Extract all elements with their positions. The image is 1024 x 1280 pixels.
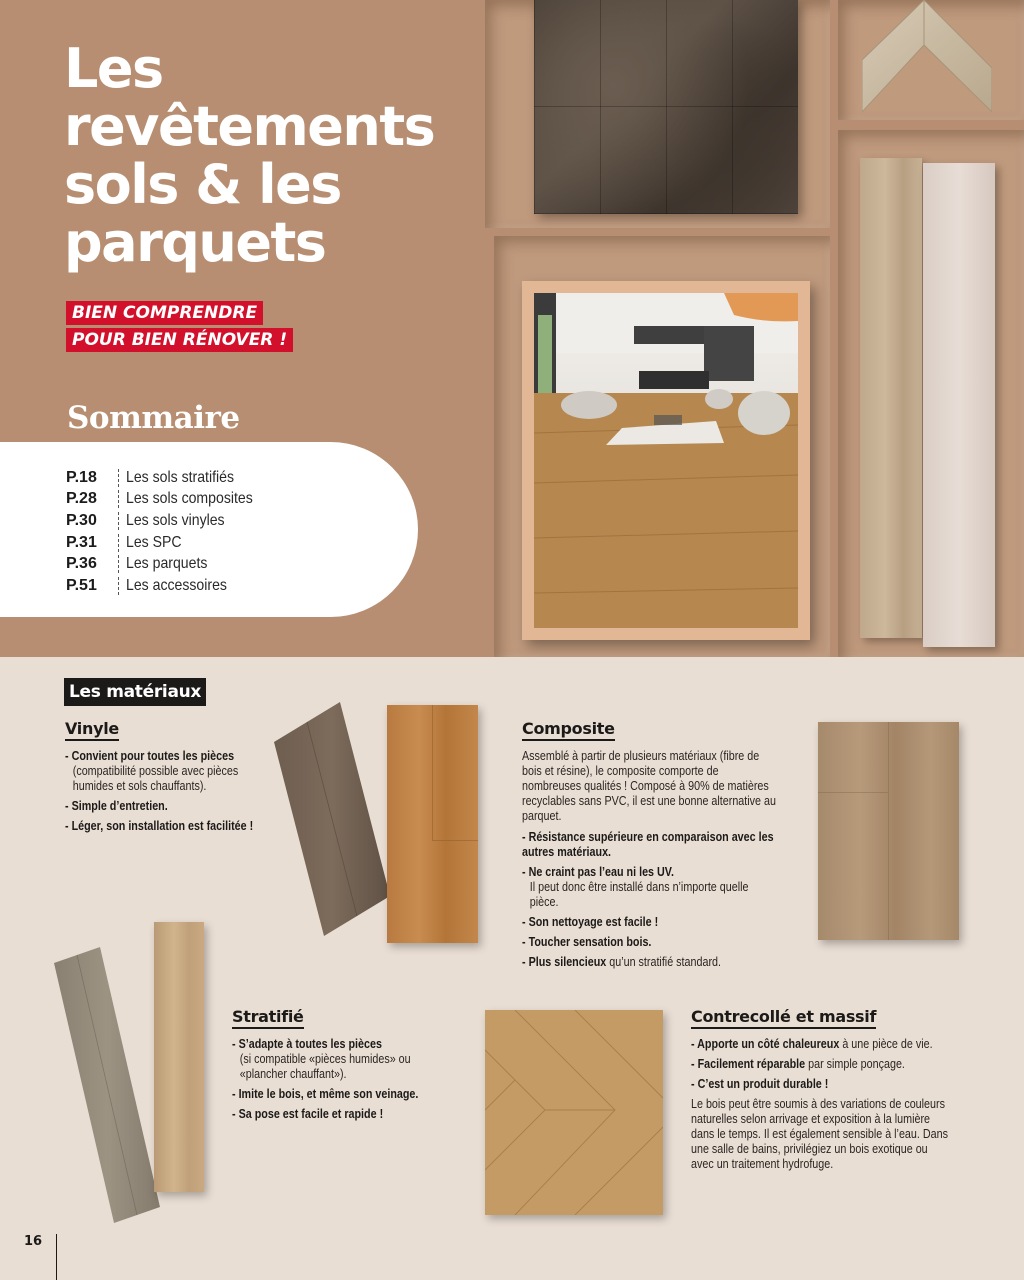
sommaire-label: Les sols vinyles [126, 511, 225, 529]
sommaire-item[interactable] [66, 532, 270, 554]
composite-item: - Son nettoyage est facile ! [522, 915, 659, 929]
tagline-line-2: POUR BIEN RÉNOVER ! [66, 328, 293, 352]
sommaire-item[interactable] [66, 489, 270, 511]
contrecolle-item: - C’est un produit durable ! [691, 1077, 829, 1091]
vinyle-item: - Léger, son installation est facilitée ! [65, 819, 254, 833]
sommaire-page: P.30 [66, 511, 97, 529]
stratifie-plank-grey-image [52, 945, 162, 1225]
stratifie-description [232, 1037, 456, 1127]
sommaire-separator [118, 490, 126, 508]
vinyle-item: - Convient pour toutes les pièces (compatibilité possible avec pièces humides et sols chauffants). [65, 749, 239, 793]
vinyle-item: - Simple d’entretien. [65, 799, 168, 813]
contrecolle-title: Contrecollé et massif [691, 1007, 877, 1026]
page-title: Les revêtements sols & les parquets [64, 37, 435, 274]
vinyle-plank-dark-image [272, 700, 392, 940]
sommaire-page: P.18 [66, 468, 97, 486]
tagline-line-1: BIEN COMPRENDRE [66, 301, 263, 325]
composite-description [522, 749, 780, 975]
vinyle-description [65, 749, 271, 839]
sommaire-item[interactable] [66, 467, 270, 489]
vinyle-plank-oak-image [387, 705, 478, 943]
sommaire-separator [118, 555, 126, 573]
sommaire-separator [118, 512, 126, 530]
sommaire-label: Les parquets [126, 555, 208, 573]
sommaire-item[interactable] [66, 510, 270, 532]
page-number: 16 [24, 1234, 43, 1249]
sommaire-label: Les sols stratifiés [126, 468, 234, 486]
herringbone-plank-image [862, 0, 992, 112]
contrecolle-item: - Facilement réparable par simple ponçage. [691, 1057, 905, 1071]
sommaire-separator [118, 577, 126, 595]
composite-item: - Résistance supérieure en comparaison avec les autres matériaux. [522, 830, 774, 859]
sommaire-page: P.36 [66, 555, 97, 573]
stratifie-title: Stratifié [232, 1007, 304, 1026]
stratifie-item: - S’adapte à toutes les pièces (si compatible «pièces humides» ou «plancher chauffant»). [232, 1037, 411, 1081]
sommaire-item[interactable] [66, 575, 270, 597]
composite-title: Composite [522, 719, 615, 738]
sommaire-label: Les SPC [126, 533, 182, 551]
stratifie-plank-light-image [154, 922, 204, 1192]
contrecolle-description [691, 1037, 949, 1177]
sommaire-heading: Sommaire [67, 400, 240, 436]
sommaire-item[interactable] [66, 553, 270, 575]
sommaire-page: P.28 [66, 490, 97, 508]
contrecolle-item: - Apporte un côté chaleureux à une pièce de vie. [691, 1037, 933, 1051]
composite-item: - Ne craint pas l’eau ni les UV. Il peut donc être installé dans n’importe quelle pièce. [522, 865, 749, 909]
page-number-rule [56, 1234, 57, 1280]
sommaire-list [66, 467, 270, 597]
wood-plank-vertical-white-oak [923, 163, 995, 647]
sommaire-page: P.51 [66, 576, 97, 594]
composite-item: - Toucher sensation bois. [522, 935, 652, 949]
sommaire-page: P.31 [66, 533, 97, 551]
stratifie-item: - Imite le bois, et même son veinage. [232, 1087, 419, 1101]
composite-item: - Plus silencieux qu’un stratifié standard. [522, 955, 721, 969]
contrecolle-herringbone-image [485, 1010, 663, 1215]
sommaire-label: Les sols composites [126, 490, 253, 508]
sommaire-separator [118, 534, 126, 552]
stone-tile-image [534, 0, 798, 214]
interior-photo-frame [522, 281, 810, 640]
sommaire-label: Les accessoires [126, 576, 227, 594]
materials-section-label: Les matériaux [64, 678, 206, 706]
contrecolle-note: Le bois peut être soumis à des variations de couleurs naturelles selon arrivage et exposition à la lumière dans le temps. Il est également sensible à l’eau. Dans une salle de bains, privilégiez un bois exotique ou avec un traitement hydrofuge. [691, 1097, 948, 1171]
stratifie-item: - Sa pose est facile et rapide ! [232, 1107, 384, 1121]
interior-living-room-photo [534, 293, 798, 628]
composite-sample-image [818, 722, 959, 940]
wood-plank-vertical-oak [860, 158, 922, 638]
vinyle-title: Vinyle [65, 719, 119, 738]
composite-intro: Assemblé à partir de plusieurs matériaux (fibre de bois et résine), le composite comporte de nombreuses qualités ! Composé à 90% de matières recyclables sans PVC, il est une bonne alternative au parquet. [522, 749, 776, 823]
sommaire-separator [118, 469, 126, 487]
